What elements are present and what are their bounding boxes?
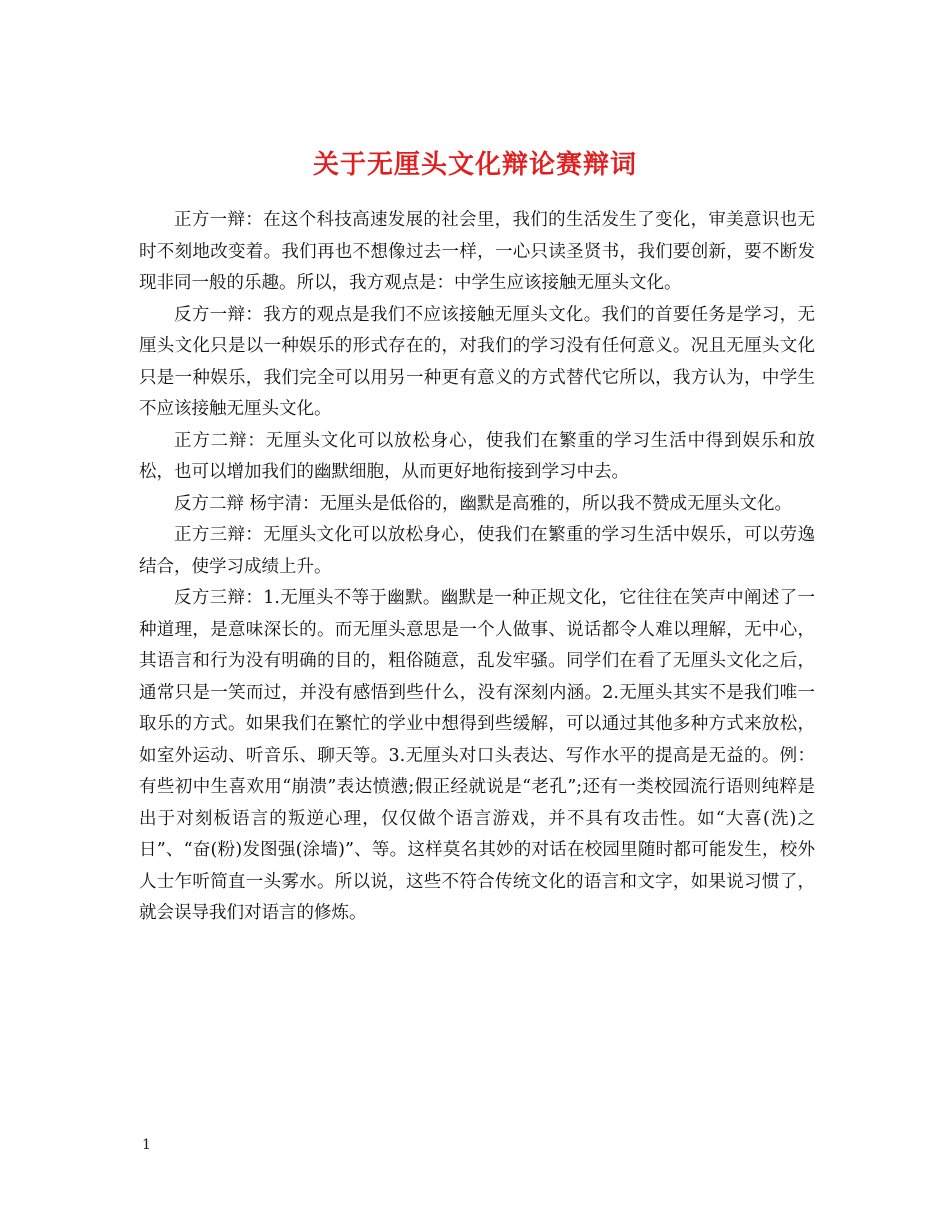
paragraph-affirmative-first-speaker: 正方一辩：在这个科技高速发展的社会里，我们的生活发生了变化，审美意识也无时不刻地改变着。我们再也不想像过去一样，一心只读圣贤书，我们要创新，要不断发现非同一般的乐趣。所以，我方观点是：中学生应该接触无厘头文化。 (139, 210, 815, 293)
paragraph-negative-second-speaker: 反方二辩 杨宇清：无厘头是低俗的，幽默是高雅的，所以我不赞成无厘头文化。 (174, 493, 793, 514)
document-title: 关于无厘头文化辩论赛辩词 (312, 150, 637, 181)
page-number: 1 (142, 1137, 151, 1153)
document-body (139, 205, 815, 930)
paragraph-affirmative-second-speaker: 正方二辩：无厘头文化可以放松身心，使我们在繁重的学习生活中得到娱乐和放松，也可以增加我们的幽默细胞，从而更好地衔接到学习中去。 (139, 430, 815, 482)
paragraph-affirmative-third-speaker: 正方三辩：无厘头文化可以放松身心，使我们在繁重的学习生活中娱乐，可以劳逸结合，使学习成绩上升。 (139, 525, 815, 577)
paragraph-negative-first-speaker: 反方一辩：我方的观点是我们不应该接触无厘头文化。我们的首要任务是学习，无厘头文化只是以一种娱乐的形式存在的，对我们的学习没有任何意义。况且无厘头文化只是一种娱乐，我们完全可以用另一种更有意义的方式替代它所以，我方认为，中学生不应该接触无厘头文化。 (139, 304, 815, 419)
paragraph-negative-third-speaker: 反方三辩：1.无厘头不等于幽默。幽默是一种正规文化，它往往在笑声中阐述了一种道理，是意味深长的。而无厘头意思是一个人做事、说话都令人难以理解，无中心，其语言和行为没有明确的目的，粗俗随意，乱发牢骚。同学们在看了无厘头文化之后，通常只是一笑而过，并没有感悟到些什么，没有深刻内涵。2.无厘头其实不是我们唯一取乐的方式。如果我们在繁忙的学业中想得到些缓解，可以通过其他多种方式来放松，如室外运动、听音乐、聊天等。3.无厘头对口头表达、写作水平的提高是无益的。例：有些初中生喜欢用“崩溃”表达愤懑;假正经就说是“老孔”;还有一类校园流行语则纯粹是出于对刻板语言的叛逆心理，仅仅做个语言游戏，并不具有攻击性。如“大喜(洗)之日”、“奋(粉)发图强(涂墙)”、等。这样莫名其妙的对话在校园里随时都可能发生，校外人士乍听简直一头雾水。所以说，这些不符合传统文化的语言和文字，如果说习惯了，就会误导我们对语言的修炼。 (139, 588, 815, 923)
